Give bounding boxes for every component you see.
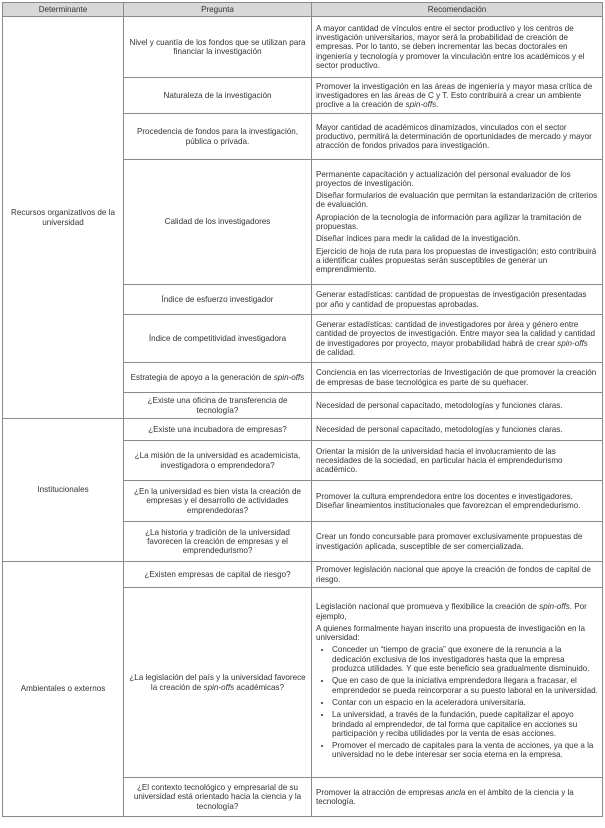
recomendacion-paragraph: A quienes formalmente hayan inscrito una propuesta de investigación en la universidad:: [316, 623, 586, 643]
recomendacion-paragraph: Generar estadísticas: cantidad de propuestas de investigación presentadas por año y cantidad de propuestas aprobadas.: [316, 290, 587, 309]
recomendacion-paragraph: Diseñar índices para medir la calidad de la investigación.: [316, 234, 521, 244]
header-row: [3, 3, 603, 17]
header-determinante: Determinante: [3, 3, 124, 17]
header-recomendacion: Recomendación: [312, 3, 603, 17]
list-item: • Que en caso de que la iniciativa emprendedora llegara a fracasar, el emprendedor se pueda reincorporar a su puesto laboral en la universidad.: [332, 676, 598, 695]
recomendacion-paragraph: A mayor cantidad de vínculos entre el sector productivo y los centros de investigación universitarios, mayor será la probabilidad de creación de empresas. Por lo tanto, se deben incrementar las becas doctorales en ingeniería y tecnología y promover la vinculación entre los académicos y el sector productivo.: [316, 23, 585, 70]
pregunta-cell: ¿La legislación del país y la universidad favorece la creación de spin-offs académicas?: [124, 588, 312, 778]
recomendacion-paragraph: Ejercicio de hoja de ruta para los propuestas de investigación; esto contribuirá a identificar cuáles propuestas serán susceptibles de generar un emprendimiento.: [316, 246, 597, 275]
recomendacion-cell: [312, 114, 603, 160]
recomendacion-cell: [312, 778, 603, 817]
recomendacion-cell: [312, 441, 603, 481]
recomendacion-paragraph: Mayor cantidad de académicos dinamizados, vinculados con el sector productivo, permitirá la determinación de oportunidades de mercado y mayor atracción de fondos privados para investigación.: [316, 122, 592, 151]
determinante-cell: Recursos organizativos de la universidad: [3, 17, 124, 419]
recomendacion-list: [316, 645, 598, 759]
pregunta-cell: ¿El contexto tecnológico y empresarial de su universidad está orientado hacia la ciencia y la tecnología?: [124, 778, 312, 817]
recomendacion-cell: [312, 285, 603, 315]
pregunta-cell: ¿Existe una incubadora de empresas?: [124, 419, 312, 441]
recomendacion-cell: [312, 17, 603, 78]
list-item: • Contar con un espacio en la aceleradora universitaria.: [332, 698, 598, 707]
recomendacion-cell: [312, 562, 603, 588]
pregunta-cell: Índice de competitividad investigadora: [124, 315, 312, 363]
table-row: [3, 419, 603, 441]
table-row: [3, 17, 603, 78]
recommendations-table: [2, 2, 603, 817]
recomendacion-paragraph: Orientar la misión de la universidad hacia el involucramiento de las necesidades de la sociedad, en particular hacia el emprendedurismo académico.: [316, 446, 563, 475]
recomendacion-paragraph: Promover la cultura emprendedora entre los docentes e investigadores. Diseñar lineamientos institucionales que favorezcan el emprendedurismo.: [316, 491, 581, 510]
recomendacion-cell: [312, 522, 603, 562]
list-item: • Promover el mercado de capitales para la venta de acciones, ya que a la universidad no le debe interesar ser socia eterna en la empresa.: [332, 741, 598, 760]
pregunta-cell: ¿Existen empresas de capital de riesgo?: [124, 562, 312, 588]
recomendacion-cell: [312, 419, 603, 441]
recomendacion-paragraph: Permanente capacitación y actualización del personal evaluador de los proyectos de investigación.: [316, 169, 571, 188]
recomendacion-paragraph: Promover legislación nacional que apoye la creación de fondos de capital de riesgo.: [316, 565, 591, 584]
recomendacion-paragraph: Promover la atracción de empresas ancla en el ámbito de la ciencia y la tecnología.: [316, 787, 574, 806]
pregunta-cell: ¿La historia y tradición de la universidad favorecen la creación de empresas y el emprendedurismo?: [124, 522, 312, 562]
pregunta-cell: Estrategia de apoyo a la generación de spin-offs: [124, 363, 312, 393]
table-row: [3, 562, 603, 588]
recomendacion-cell: [312, 481, 603, 522]
list-item: • Conceder un “tiempo de gracia” que exonere de la renuncia a la dedicación exclusiva de los investigadores hasta que la empresa produzca utilidades. Y que este beneficio sea gradualmente disminuido.: [332, 645, 598, 673]
recomendacion-cell: [312, 363, 603, 393]
recomendacion-cell: [312, 160, 603, 285]
pregunta-cell: Naturaleza de la investigación: [124, 78, 312, 114]
list-item: • La universidad, a través de la fundación, puede capitalizar el apoyo brindado al emprendedor, de tal forma que capitalice en acciones su participación y reciba utilidades por la venta de esas acciones.: [332, 710, 598, 738]
recomendacion-paragraph: Generar estadísticas: cantidad de investigadores por área y género entre cantidad de proyectos de investigación. Entre mayor sea la calidad y cantidad de investigadores por proyecto, mayor probabilidad habrá de crear spin-offs de calidad.: [316, 319, 595, 357]
recomendacion-cell: [312, 588, 603, 778]
recomendacion-paragraph: Legislación nacional que promueva y flexibilice la creación de spin-offs. Por ejemplo,: [316, 602, 587, 621]
determinante-cell: Institucionales: [3, 419, 124, 562]
recomendacion-cell: [312, 315, 603, 363]
recomendacion-paragraph: Necesidad de personal capacitado, metodologías y funciones claras.: [316, 424, 563, 434]
recomendacion-paragraph: Diseñar formularios de evaluación que permitan la estandarización de criterios de evaluación.: [316, 191, 598, 210]
pregunta-cell: Nivel y cuantía de los fondos que se utilizan para financiar la investigación: [124, 17, 312, 78]
pregunta-cell: Calidad de los investigadores: [124, 160, 312, 285]
recomendacion-cell: [312, 78, 603, 114]
recomendacion-paragraph: Promover la investigación en las áreas de ingeniería y mayor masa crítica de investigadores en las áreas de C y T. Esto contribuirá a crear un ambiente proclive a la creación de spin-offs.: [316, 81, 593, 110]
table-body: [3, 17, 603, 817]
header-pregunta: Pregunta: [124, 3, 312, 17]
pregunta-cell: ¿En la universidad es bien vista la creación de empresas y el desarrollo de actividades emprendedoras?: [124, 481, 312, 522]
recomendacion-cell: [312, 393, 603, 419]
recomendacion-paragraph: Conciencia en las vicerrectorías de Investigación de que promover la creación de empresas de base tecnológica es parte de su quehacer.: [316, 368, 597, 387]
recomendacion-paragraph: Necesidad de personal capacitado, metodologías y funciones claras.: [316, 400, 563, 410]
pregunta-cell: ¿La misión de la universidad es academicista, investigadora o emprendedora?: [124, 441, 312, 481]
pregunta-cell: ¿Existe una oficina de transferencia de tecnología?: [124, 393, 312, 419]
recomendacion-paragraph: Crear un fondo concursable para promover exclusivamente propuestas de investigación aplicada, susceptible de ser comercializada.: [316, 532, 583, 551]
pregunta-cell: Procedencia de fondos para la investigación, pública o privada.: [124, 114, 312, 160]
pregunta-cell: Índice de esfuerzo investigador: [124, 285, 312, 315]
recomendacion-paragraph: Apropiación de la tecnología de información para agilizar la tramitación de propuestas.: [316, 212, 582, 231]
determinante-cell: Ambientales o externos: [3, 562, 124, 817]
